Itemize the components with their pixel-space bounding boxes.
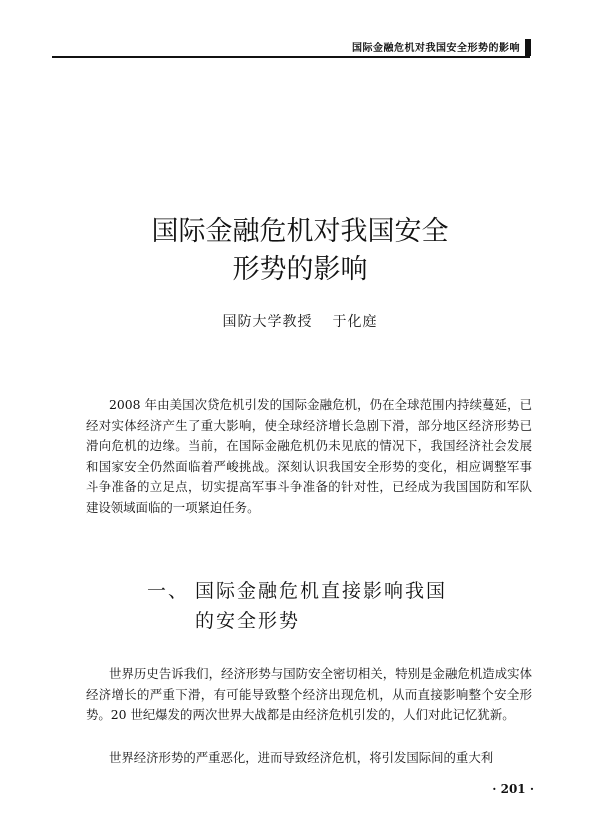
abstract-paragraph — [86, 395, 532, 519]
running-head-title: 国际金融危机对我国安全形势的影响 — [352, 43, 520, 54]
section-title-line-2: 的安全形势 — [195, 610, 301, 632]
running-head-marker — [525, 39, 531, 56]
article-title-line-2: 形势的影响 — [232, 254, 368, 285]
section-number: 一、 — [147, 580, 190, 602]
article-title-line-1: 国际金融危机对我国安全 — [151, 216, 449, 247]
author-affiliation: 国防大学教授 — [222, 314, 313, 330]
running-head — [52, 38, 530, 58]
page-number: · 201 · — [492, 782, 534, 796]
body-paragraph-text: 世界经济形势的严重恶化，进而导致经济危机，将引发国际间的重大利 — [109, 750, 494, 765]
article-title — [0, 213, 600, 289]
abstract-text: 2008 年由美国次贷危机引发的国际金融危机，仍在全球范围内持续蔓延，已经对实体经济产生了重大影响，使全球经济增长急剧下滑，部分地区经济形势已滑向危机的边缘。当前，在国际金融危机仍未见底的情况下，我国经济社会发展和国家安全仍然面临着严峻挑战。深刻认识我国安全形势的变化，相应调整军事斗争准备的立足点，切实提高军事斗争准备的针对性，已经成为我国国防和军队建设领域面临的一项紧迫任务。 — [86, 397, 532, 515]
section-title-line-1: 国际金融危机直接影响我国 — [195, 580, 448, 602]
body-paragraph — [86, 664, 532, 726]
author-byline — [0, 311, 600, 331]
section-heading — [147, 576, 447, 636]
body-paragraph-text: 世界历史告诉我们，经济形势与国防安全密切相关，特别是金融危机造成实体经济增长的严重下滑，有可能导致整个经济出现危机，从而直接影响整个安全形势。20 世纪爆发的两次世界大战都是由经济危机引发的，人们对此记忆犹新。 — [86, 666, 532, 723]
author-name: 于化庭 — [332, 314, 378, 330]
body-paragraph — [86, 748, 532, 770]
